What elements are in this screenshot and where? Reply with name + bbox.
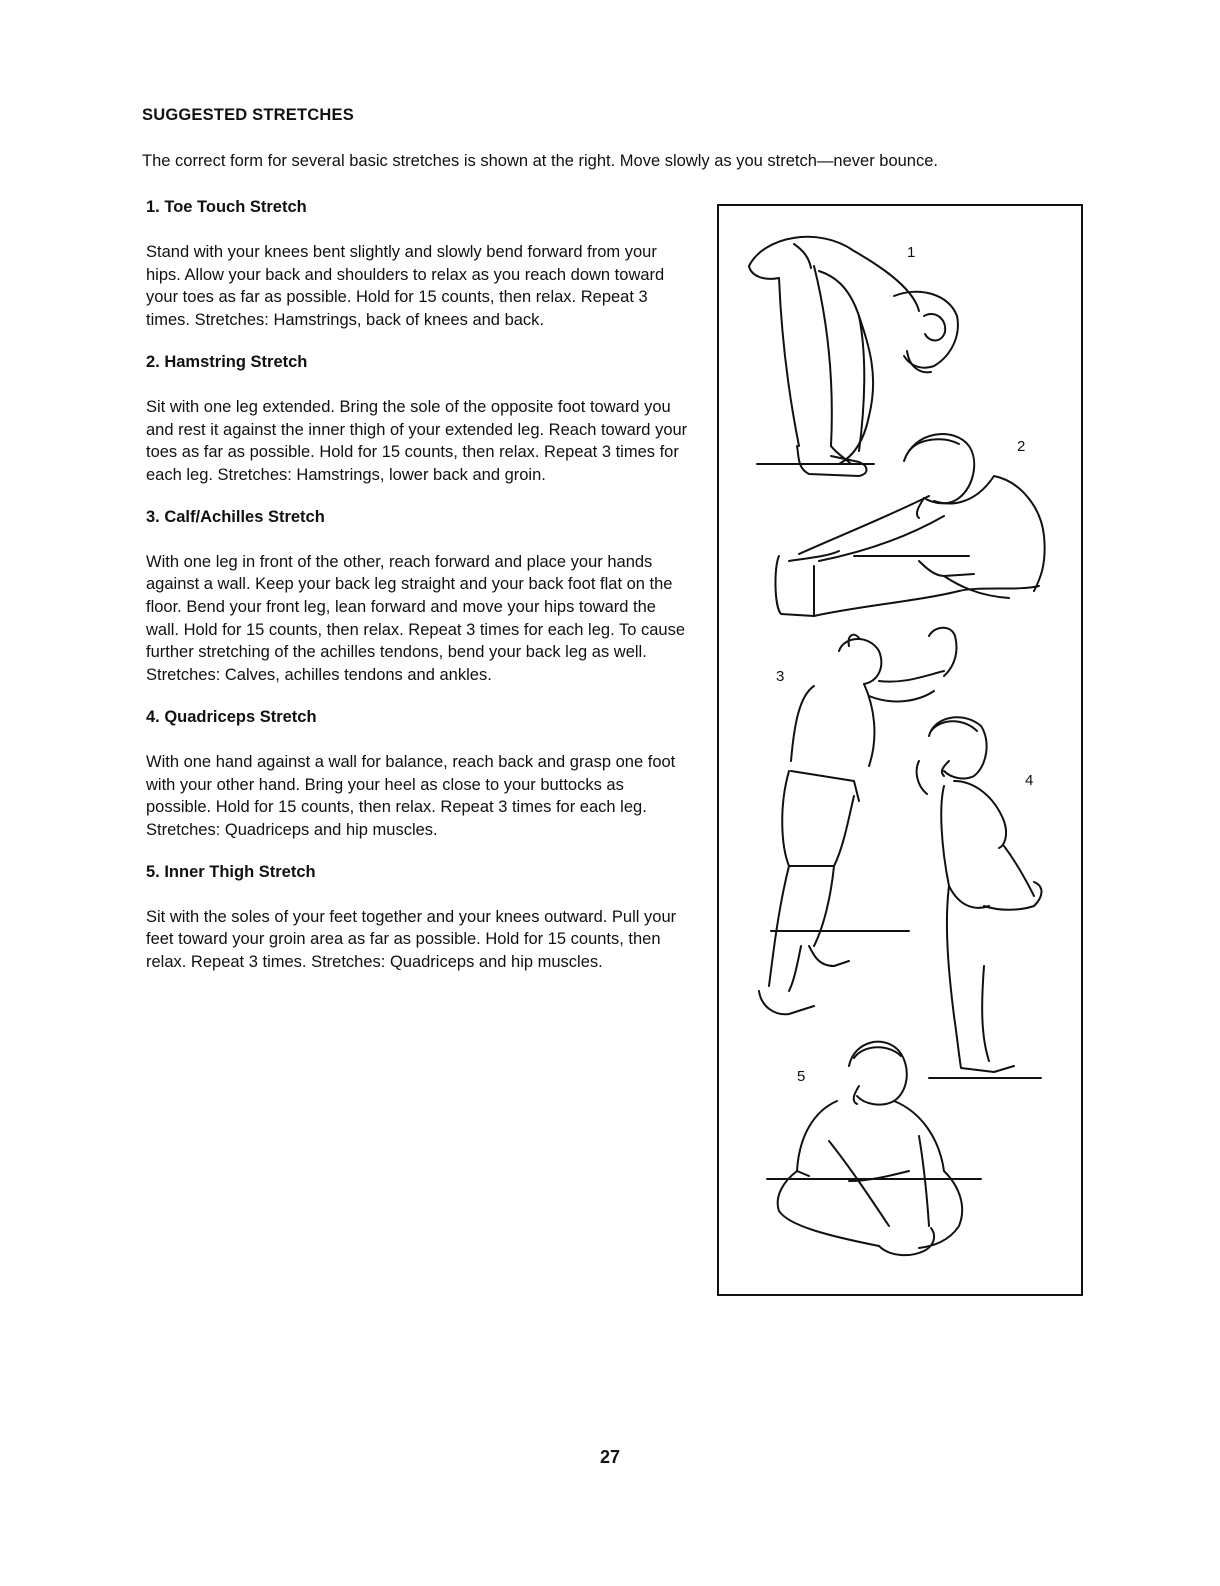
stretch-section-toe-touch xyxy=(146,196,691,332)
figure-label-4: 4 xyxy=(1025,772,1034,789)
figure-label-1: 1 xyxy=(907,244,916,261)
stretch-section-calf-achilles xyxy=(146,506,691,687)
figure-label-5: 5 xyxy=(797,1068,806,1085)
figure-label-3: 3 xyxy=(776,668,785,685)
stretch-title: 1. Toe Touch Stretch xyxy=(146,198,307,216)
stretch-title: 2. Hamstring Stretch xyxy=(146,352,308,371)
calf-achilles-figure xyxy=(759,628,957,1015)
stretch-section-quadriceps xyxy=(146,706,691,842)
page-title: SUGGESTED STRETCHES xyxy=(142,106,354,124)
quadriceps-stretch-figure xyxy=(917,717,1042,1078)
stretch-description: With one hand against a wall for balance, reach back and grasp one foot with your other hand. Bring your heel as close to your buttocks as possible. Hold for 15 counts, then relax. Repeat 3 times for each leg. Stretches: Quadriceps and hip muscles. xyxy=(146,752,676,839)
stretch-section-hamstring xyxy=(146,351,691,487)
stretch-list xyxy=(146,196,691,993)
stretch-illustrations xyxy=(719,206,1085,1298)
stretch-description: With one leg in front of the other, reach forward and place your hands against a wall. Keep your back leg straight and your back foot flat on the floor. Bend your front leg, lean forward and move your hips toward the wall. Hold for 15 counts, then relax. Repeat 3 times for each leg. To cause further stretching of the achilles tendons, bend your back leg as well. Stretches: Calves, achilles tendons and ankles. xyxy=(146,552,685,685)
stretch-title: 3. Calf/Achilles Stretch xyxy=(146,507,325,526)
stretch-title: 4. Quadriceps Stretch xyxy=(146,707,317,726)
stretch-description: Sit with the soles of your feet together and your knees outward. Pull your feet toward your groin area as far as possible. Hold for 15 counts, then relax. Repeat 3 times. Stretches: Quadriceps and hip muscles. xyxy=(146,907,677,972)
stretch-description: Sit with one leg extended. Bring the sole of the opposite foot toward you and rest it against the inner thigh of your extended leg. Reach toward your toes as far as possible. Hold for 15 counts, then relax. Repeat 3 times for each leg. Stretches: Hamstrings, lower back and groin. xyxy=(146,397,688,484)
intro-paragraph: The correct form for several basic stretches is shown at the right. Move slowly as you stretch—never bounce. xyxy=(142,152,938,170)
hamstring-stretch-figure xyxy=(775,434,1044,616)
stretch-section-inner-thigh xyxy=(146,861,691,974)
page-number: 27 xyxy=(599,1447,621,1467)
figure-label-2: 2 xyxy=(1017,438,1026,455)
stretch-description: Stand with your knees bent slightly and slowly bend forward from your hips. Allow your back and shoulders to relax as you reach down toward your toes as far as possible. Hold for 15 counts, then relax. Repeat 3 times. Stretches: Hamstrings, back of knees and back. xyxy=(146,243,665,330)
stretch-title: 5. Inner Thigh Stretch xyxy=(146,862,316,881)
stretch-illustration-panel xyxy=(717,204,1083,1296)
